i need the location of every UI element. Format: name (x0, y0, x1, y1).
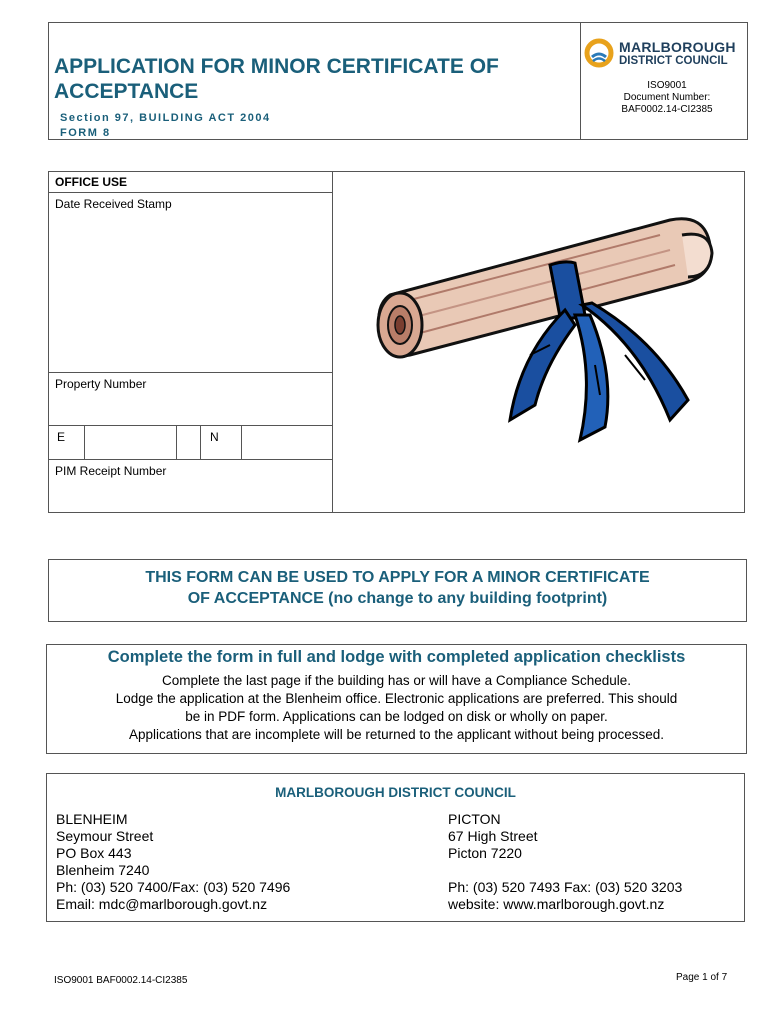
pim-receipt-field[interactable] (49, 480, 331, 512)
council-logo-icon (584, 38, 614, 68)
diploma-scroll-icon (370, 205, 730, 465)
office-use-heading: OFFICE USE (55, 175, 128, 189)
blenheim-city: Blenheim 7240 (56, 862, 150, 878)
office-divider (332, 171, 333, 513)
divider (84, 425, 85, 459)
instructions-heading: Complete the form in full and lodge with completed application checklists (107, 648, 686, 666)
divider (48, 192, 332, 193)
document-info (588, 80, 746, 116)
instruction-line: be in PDF form. Applications can be lodged on disk or wholly on paper. (185, 709, 608, 724)
doc-number: BAF0002.14-CI2385 (621, 104, 713, 115)
picton-city: Picton 7220 (448, 845, 522, 861)
divider (48, 459, 332, 460)
pim-receipt-label: PIM Receipt Number (55, 464, 167, 478)
easting-label: E (57, 430, 66, 444)
blenheim-street: Seymour Street (56, 828, 154, 844)
title-line-2: ACCEPTANCE (54, 80, 199, 103)
subtitle-section: Section 97, BUILDING ACT 2004 (60, 112, 271, 124)
notice-line-2: OF ACCEPTANCE (no change to any building footprint) (187, 590, 608, 607)
picton-phone: Ph: (03) 520 7493 Fax: (03) 520 3203 (448, 879, 683, 895)
property-number-field[interactable] (49, 393, 331, 424)
property-number-label: Property Number (55, 377, 147, 391)
northing-label: N (210, 430, 219, 444)
page-title (54, 54, 574, 104)
divider (241, 425, 242, 459)
picton-contact (448, 879, 682, 913)
blenheim-address (56, 811, 290, 913)
subtitle-form-number: FORM 8 (60, 127, 111, 139)
instruction-line: Applications that are incomplete will be returned to the applicant without being processed. (128, 727, 665, 742)
form-subtitle (60, 111, 271, 141)
notice-line-1: THIS FORM CAN BE USED TO APPLY FOR A MINOR CERTIFICATE (145, 569, 650, 586)
instruction-line: Lodge the application at the Blenheim office. Electronic applications are preferred. This should (115, 691, 678, 706)
notice-text (48, 567, 747, 609)
footer-doc-id: ISO9001 BAF0002.14-CI2385 (54, 975, 188, 986)
instruction-line: Complete the last page if the building has or will have a Compliance Schedule. (161, 673, 632, 688)
picton-street: 67 High Street (448, 828, 538, 844)
date-received-label: Date Received Stamp (55, 197, 172, 211)
picton-address (448, 811, 538, 862)
northing-field[interactable] (243, 426, 331, 458)
blenheim-phone: Ph: (03) 520 7400/Fax: (03) 520 7496 (56, 879, 291, 895)
title-line-1: APPLICATION FOR MINOR CERTIFICATE OF (54, 55, 499, 78)
divider (176, 425, 177, 459)
council-website[interactable]: website: www.marlborough.govt.nz (448, 896, 665, 912)
date-received-stamp-area[interactable] (49, 212, 331, 370)
logo-line-1: MARLBOROUGH (619, 39, 736, 55)
blenheim-heading: BLENHEIM (56, 811, 128, 827)
iso-label: ISO9001 (647, 80, 687, 91)
divider (48, 372, 332, 373)
picton-heading: PICTON (448, 811, 501, 827)
blenheim-email[interactable]: Email: mdc@marlborough.govt.nz (56, 896, 268, 912)
page-number: Page 1 of 7 (676, 972, 728, 983)
easting-field[interactable] (86, 426, 175, 458)
logo-line-2: DISTRICT COUNCIL (619, 55, 728, 67)
doc-number-label: Document Number: (623, 92, 711, 103)
blenheim-po-box: PO Box 443 (56, 845, 132, 861)
council-name: MARLBOROUGH DISTRICT COUNCIL (275, 785, 516, 800)
divider (200, 425, 201, 459)
